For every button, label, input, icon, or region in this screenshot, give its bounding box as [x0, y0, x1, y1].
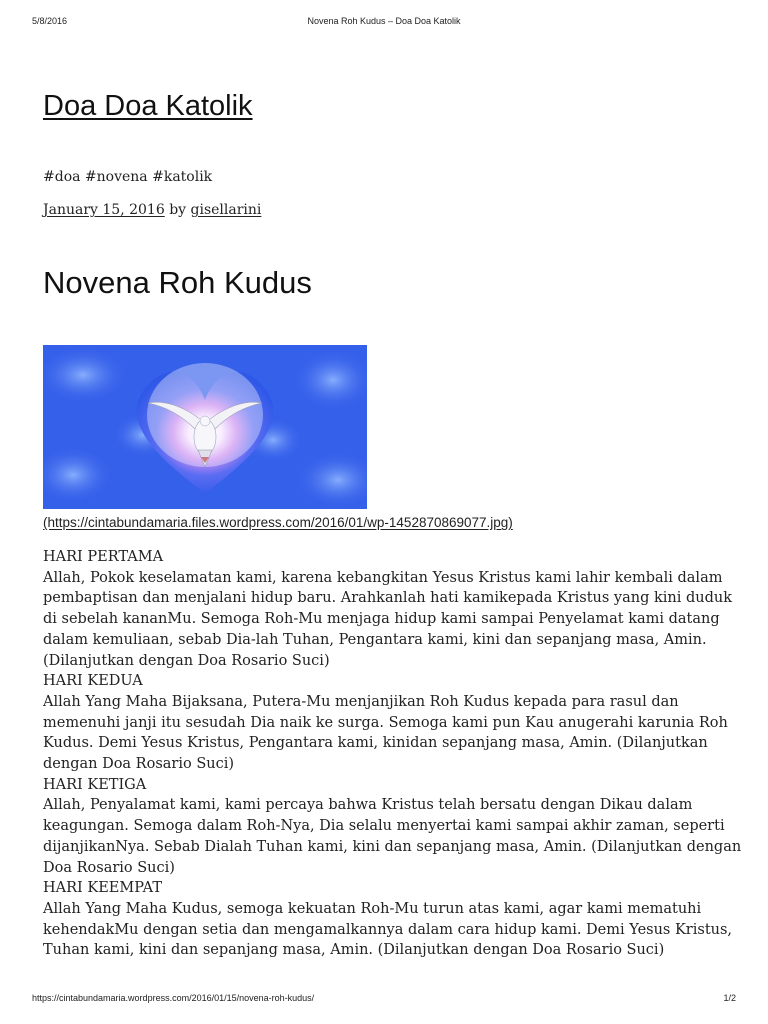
body-line: Allah Yang Maha Bijaksana, Putera-Mu menjanjikan Roh Kudus kepada para rasul dan	[43, 693, 679, 710]
dove-image[interactable]	[43, 345, 367, 509]
post-meta	[43, 201, 733, 219]
print-header	[32, 16, 736, 26]
main-content	[43, 86, 742, 961]
body-line: Allah Yang Maha Kudus, semoga kekuatan Roh-Mu turun atas kami, agar kami mematuhi	[43, 900, 702, 917]
body-line: dalam kemuliaan, sebab Dia-lah Tuhan, Pengantara kami, kini dan sepanjang masa, Amin.	[43, 631, 707, 648]
body-line: Allah, Pokok keselamatan kami, karena kebangkitan Yesus Kristus kami lahir kembali dalam	[43, 569, 723, 586]
day-heading: HARI KETIGA	[43, 776, 147, 793]
body-line: dijanjikanNya. Sebab Dialah Tuhan kami, kini dan sepanjang masa, Amin. (Dilanjutkan dengan	[43, 838, 742, 855]
body-line: keagungan. Semoga dalam Roh-Nya, Dia selalu menyertai kami sampai akhir zaman, seperti	[43, 818, 725, 835]
body-line: (Dilanjutkan dengan Doa Rosario Suci)	[43, 652, 330, 669]
post-body	[43, 547, 742, 961]
post-by-label: by	[169, 202, 187, 218]
day-heading: HARI KEEMPAT	[43, 880, 162, 897]
body-line: memenuhi janji itu sesudah Dia naik ke surga. Semoga kami pun Kau anugerahi karunia Roh	[43, 714, 728, 731]
body-line: Doa Rosario Suci)	[43, 859, 175, 876]
body-line: kehendakMu dengan setia dan mengamalkannya dalam cara hidup kami. Demi Yesus Kristus,	[43, 921, 733, 938]
body-line: Kudus. Demi Yesus Kristus, Pengantara kami, kinidan sepanjang masa, Amin. (Dilanjutkan	[43, 735, 708, 752]
body-line: Allah, Penyalamat kami, kami percaya bahwa Kristus telah bersatu dengan Dikau dalam	[43, 797, 693, 814]
site-tagline: #doa #novena #katolik	[43, 169, 213, 185]
post-date-link[interactable]: January 15, 2016	[43, 202, 165, 218]
print-url: https://cintabundamaria.wordpress.com/2016/01/15/novena-roh-kudus/	[32, 993, 315, 1003]
image-source-link[interactable]: (https://cintabundamaria.files.wordpress.com/2016/01/wp-1452870869077.jpg)	[43, 515, 513, 530]
day-heading: HARI KEDUA	[43, 673, 143, 690]
day-heading: HARI PERTAMA	[43, 549, 164, 565]
body-line: pembaptisan dan menjalani hidup baru. Arahkanlah hati kamikepada Kristus yang kini duduk	[43, 590, 733, 607]
print-page-title: Novena Roh Kudus – Doa Doa Katolik	[307, 16, 461, 26]
post-title: Novena Roh Kudus	[43, 265, 312, 300]
body-line: dengan Doa Rosario Suci)	[43, 756, 235, 773]
print-page-number: 1/2	[723, 993, 736, 1003]
print-footer	[32, 993, 736, 1003]
post-author-link[interactable]: gisellarini	[190, 202, 262, 218]
body-line: di sebelah kananMu. Semoga Roh-Mu menjaga hidup kami sampai Penyelamat kami datang	[43, 611, 720, 628]
site-title-link[interactable]: Doa Doa Katolik	[43, 90, 253, 122]
body-line: Tuhan kami, kini dan sepanjang masa, Amin. (Dilanjutkan dengan Doa Rosario Suci)	[43, 942, 665, 959]
print-date: 5/8/2016	[32, 16, 68, 26]
